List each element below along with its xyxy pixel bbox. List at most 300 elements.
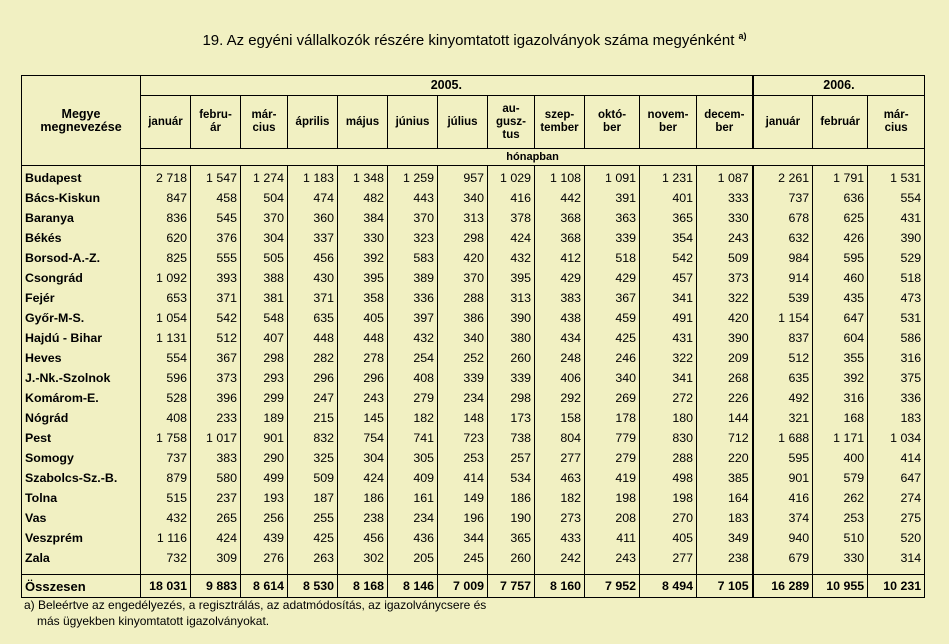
- value-cell: 198: [640, 488, 697, 508]
- value-cell: 1 034: [868, 428, 925, 448]
- value-cell: 825: [141, 248, 191, 268]
- value-cell: 432: [488, 248, 535, 268]
- value-cell: 498: [640, 468, 697, 488]
- value-cell: 384: [338, 208, 388, 228]
- value-cell: 7 757: [488, 575, 535, 598]
- value-cell: 448: [288, 328, 338, 348]
- value-cell: 1 091: [585, 166, 640, 189]
- value-cell: 145: [338, 408, 388, 428]
- month-header-2005-12: decem- ber: [697, 96, 753, 149]
- value-cell: 847: [141, 188, 191, 208]
- value-cell: 292: [535, 388, 585, 408]
- value-cell: 832: [288, 428, 338, 448]
- value-cell: 276: [241, 548, 288, 568]
- value-cell: 636: [813, 188, 868, 208]
- value-cell: 371: [288, 288, 338, 308]
- table-row: [22, 548, 925, 568]
- value-cell: 9 883: [191, 575, 241, 598]
- value-cell: 901: [753, 468, 813, 488]
- value-cell: 8 146: [388, 575, 438, 598]
- value-cell: 409: [388, 468, 438, 488]
- value-cell: 429: [585, 268, 640, 288]
- value-cell: 168: [813, 408, 868, 428]
- value-cell: 1 259: [388, 166, 438, 189]
- value-cell: 243: [338, 388, 388, 408]
- value-cell: 268: [697, 368, 753, 388]
- megye-header: [22, 76, 141, 166]
- value-cell: 1 108: [535, 166, 585, 189]
- value-cell: 2 261: [753, 166, 813, 189]
- value-cell: 275: [868, 508, 925, 528]
- value-cell: 260: [488, 348, 535, 368]
- value-cell: 482: [338, 188, 388, 208]
- value-cell: 391: [585, 188, 640, 208]
- value-cell: 374: [753, 508, 813, 528]
- value-cell: 205: [388, 548, 438, 568]
- value-cell: 380: [488, 328, 535, 348]
- value-cell: 270: [640, 508, 697, 528]
- value-cell: 647: [868, 468, 925, 488]
- county-name: Győr-M-S.: [22, 308, 141, 328]
- value-cell: 182: [535, 488, 585, 508]
- value-cell: 431: [868, 208, 925, 228]
- value-cell: 430: [288, 268, 338, 288]
- value-cell: 737: [753, 188, 813, 208]
- value-cell: 7 009: [438, 575, 488, 598]
- value-cell: 279: [388, 388, 438, 408]
- value-cell: 732: [141, 548, 191, 568]
- value-cell: 360: [288, 208, 338, 228]
- value-cell: 424: [338, 468, 388, 488]
- value-cell: 448: [338, 328, 388, 348]
- value-cell: 737: [141, 448, 191, 468]
- value-cell: 474: [288, 188, 338, 208]
- value-cell: 397: [388, 308, 438, 328]
- value-cell: 1 154: [753, 308, 813, 328]
- county-name: Nógrád: [22, 408, 141, 428]
- value-cell: 632: [753, 228, 813, 248]
- value-cell: 414: [438, 468, 488, 488]
- value-cell: 234: [438, 388, 488, 408]
- value-cell: 505: [241, 248, 288, 268]
- value-cell: 395: [338, 268, 388, 288]
- value-cell: 339: [438, 368, 488, 388]
- value-cell: 554: [141, 348, 191, 368]
- value-cell: 393: [191, 268, 241, 288]
- value-cell: 426: [813, 228, 868, 248]
- value-cell: 492: [753, 388, 813, 408]
- value-cell: 161: [388, 488, 438, 508]
- table-row: [22, 368, 925, 388]
- value-cell: 509: [697, 248, 753, 268]
- value-cell: 554: [868, 188, 925, 208]
- value-cell: 459: [585, 308, 640, 328]
- value-cell: 298: [438, 228, 488, 248]
- value-cell: 313: [488, 288, 535, 308]
- table-row: [22, 208, 925, 228]
- value-cell: 367: [191, 348, 241, 368]
- county-name: Komárom-E.: [22, 388, 141, 408]
- value-cell: 984: [753, 248, 813, 268]
- value-cell: 238: [338, 508, 388, 528]
- value-cell: 586: [868, 328, 925, 348]
- value-cell: 336: [388, 288, 438, 308]
- table-row: [22, 328, 925, 348]
- value-cell: 433: [535, 528, 585, 548]
- value-cell: 243: [585, 548, 640, 568]
- value-cell: 375: [868, 368, 925, 388]
- value-cell: 288: [640, 448, 697, 468]
- value-cell: 678: [753, 208, 813, 228]
- value-cell: 290: [241, 448, 288, 468]
- county-name: Összesen: [22, 575, 141, 598]
- table-row: [22, 348, 925, 368]
- value-cell: 405: [640, 528, 697, 548]
- value-cell: 407: [241, 328, 288, 348]
- value-cell: 804: [535, 428, 585, 448]
- value-cell: 16 289: [753, 575, 813, 598]
- value-cell: 237: [191, 488, 241, 508]
- value-cell: 405: [338, 308, 388, 328]
- value-cell: 340: [438, 328, 488, 348]
- value-cell: 901: [241, 428, 288, 448]
- county-name: J.-Nk.-Szolnok: [22, 368, 141, 388]
- month-header-2005-4: április: [288, 96, 338, 149]
- value-cell: 277: [640, 548, 697, 568]
- value-cell: 330: [338, 228, 388, 248]
- table-row: [22, 268, 925, 288]
- value-cell: 957: [438, 166, 488, 189]
- value-cell: 1 131: [141, 328, 191, 348]
- value-cell: 322: [697, 288, 753, 308]
- value-cell: 392: [813, 368, 868, 388]
- value-cell: 247: [288, 388, 338, 408]
- footnote: [24, 597, 486, 629]
- value-cell: 272: [640, 388, 697, 408]
- value-cell: 401: [640, 188, 697, 208]
- value-cell: 491: [640, 308, 697, 328]
- value-cell: 341: [640, 288, 697, 308]
- value-cell: 395: [488, 268, 535, 288]
- value-cell: 435: [813, 288, 868, 308]
- month-header-2006-1: január: [753, 96, 813, 149]
- value-cell: 1 348: [338, 166, 388, 189]
- county-name: Pest: [22, 428, 141, 448]
- value-cell: 209: [697, 348, 753, 368]
- month-header-2006-3: már- cius: [868, 96, 925, 149]
- value-cell: 253: [813, 508, 868, 528]
- value-cell: 254: [388, 348, 438, 368]
- value-cell: 373: [191, 368, 241, 388]
- megye-header-label: Megye megnevezése: [40, 106, 122, 134]
- value-cell: 340: [585, 368, 640, 388]
- value-cell: 580: [191, 468, 241, 488]
- table-row: [22, 408, 925, 428]
- value-cell: 1 791: [813, 166, 868, 189]
- value-cell: 512: [753, 348, 813, 368]
- value-cell: 234: [388, 508, 438, 528]
- county-name: Szabolcs-Sz.-B.: [22, 468, 141, 488]
- value-cell: 337: [288, 228, 338, 248]
- county-name: Zala: [22, 548, 141, 568]
- value-cell: 336: [868, 388, 925, 408]
- value-cell: 277: [535, 448, 585, 468]
- value-cell: 625: [813, 208, 868, 228]
- value-cell: 196: [438, 508, 488, 528]
- value-cell: 510: [813, 528, 868, 548]
- table-row: [22, 388, 925, 408]
- value-cell: 282: [288, 348, 338, 368]
- value-cell: 830: [640, 428, 697, 448]
- value-cell: 252: [438, 348, 488, 368]
- value-cell: 2 718: [141, 166, 191, 189]
- month-header-2005-7: július: [438, 96, 488, 149]
- value-cell: 1 758: [141, 428, 191, 448]
- table-row: [22, 288, 925, 308]
- value-cell: 443: [388, 188, 438, 208]
- value-cell: 381: [241, 288, 288, 308]
- value-cell: 8 168: [338, 575, 388, 598]
- table-row: [22, 528, 925, 548]
- value-cell: 518: [868, 268, 925, 288]
- unit-header: hónapban: [141, 149, 925, 166]
- value-cell: 316: [813, 388, 868, 408]
- value-cell: 400: [813, 448, 868, 468]
- value-cell: 313: [438, 208, 488, 228]
- value-cell: 10 231: [868, 575, 925, 598]
- value-cell: 579: [813, 468, 868, 488]
- year-2006-header: 2006.: [753, 76, 925, 96]
- value-cell: 339: [488, 368, 535, 388]
- value-cell: 323: [388, 228, 438, 248]
- value-cell: 425: [585, 328, 640, 348]
- value-cell: 273: [535, 508, 585, 528]
- value-cell: 458: [191, 188, 241, 208]
- value-cell: 425: [288, 528, 338, 548]
- value-cell: 424: [488, 228, 535, 248]
- value-cell: 183: [697, 508, 753, 528]
- month-header-2005-11: novem- ber: [640, 96, 697, 149]
- county-name: Tolna: [22, 488, 141, 508]
- value-cell: 504: [241, 188, 288, 208]
- month-header-2005-10: októ- ber: [585, 96, 640, 149]
- value-cell: 1 547: [191, 166, 241, 189]
- value-cell: 274: [868, 488, 925, 508]
- value-cell: 208: [585, 508, 640, 528]
- value-cell: 330: [697, 208, 753, 228]
- value-cell: 316: [868, 348, 925, 368]
- table-row: [22, 308, 925, 328]
- value-cell: 635: [753, 368, 813, 388]
- value-cell: 358: [338, 288, 388, 308]
- value-cell: 679: [753, 548, 813, 568]
- value-cell: 269: [585, 388, 640, 408]
- value-cell: 187: [288, 488, 338, 508]
- value-cell: 186: [488, 488, 535, 508]
- value-cell: 193: [241, 488, 288, 508]
- value-cell: 548: [241, 308, 288, 328]
- table-row: [22, 188, 925, 208]
- value-cell: 309: [191, 548, 241, 568]
- value-cell: 363: [585, 208, 640, 228]
- month-header-2005-6: június: [388, 96, 438, 149]
- value-cell: 392: [338, 248, 388, 268]
- value-cell: 383: [191, 448, 241, 468]
- value-cell: 408: [141, 408, 191, 428]
- county-name: Békés: [22, 228, 141, 248]
- value-cell: 255: [288, 508, 338, 528]
- value-cell: 396: [191, 388, 241, 408]
- value-cell: 260: [488, 548, 535, 568]
- month-header-2005-5: május: [338, 96, 388, 149]
- value-cell: 279: [585, 448, 640, 468]
- table-row: [22, 228, 925, 248]
- value-cell: 325: [288, 448, 338, 468]
- value-cell: 635: [288, 308, 338, 328]
- value-cell: 419: [585, 468, 640, 488]
- value-cell: 512: [191, 328, 241, 348]
- value-cell: 238: [697, 548, 753, 568]
- value-cell: 738: [488, 428, 535, 448]
- county-name: Fejér: [22, 288, 141, 308]
- total-row: [22, 575, 925, 598]
- value-cell: 248: [535, 348, 585, 368]
- value-cell: 246: [585, 348, 640, 368]
- value-cell: 879: [141, 468, 191, 488]
- value-cell: 460: [813, 268, 868, 288]
- value-cell: 712: [697, 428, 753, 448]
- value-cell: 1 183: [288, 166, 338, 189]
- value-cell: 456: [288, 248, 338, 268]
- value-cell: 164: [697, 488, 753, 508]
- value-cell: 604: [813, 328, 868, 348]
- value-cell: 265: [191, 508, 241, 528]
- value-cell: 341: [640, 368, 697, 388]
- table-row: [22, 488, 925, 508]
- value-cell: 595: [813, 248, 868, 268]
- value-cell: 215: [288, 408, 338, 428]
- value-cell: 8 530: [288, 575, 338, 598]
- value-cell: 408: [388, 368, 438, 388]
- value-cell: 542: [640, 248, 697, 268]
- value-cell: 373: [697, 268, 753, 288]
- value-cell: 10 955: [813, 575, 868, 598]
- value-cell: 198: [585, 488, 640, 508]
- title-text: 19. Az egyéni vállalkozók részére kinyomtatott igazolványok száma megyénként: [202, 32, 735, 49]
- value-cell: 520: [868, 528, 925, 548]
- value-cell: 1 116: [141, 528, 191, 548]
- value-cell: 349: [697, 528, 753, 548]
- value-cell: 304: [338, 448, 388, 468]
- table-row: [22, 468, 925, 488]
- value-cell: 256: [241, 508, 288, 528]
- value-cell: 189: [241, 408, 288, 428]
- value-cell: 148: [438, 408, 488, 428]
- value-cell: 321: [753, 408, 813, 428]
- value-cell: 180: [640, 408, 697, 428]
- value-cell: 473: [868, 288, 925, 308]
- value-cell: 242: [535, 548, 585, 568]
- value-cell: 389: [388, 268, 438, 288]
- table-row: [22, 428, 925, 448]
- value-cell: 305: [388, 448, 438, 468]
- county-name: Borsod-A.-Z.: [22, 248, 141, 268]
- data-table: [21, 75, 925, 598]
- value-cell: 7 105: [697, 575, 753, 598]
- value-cell: 542: [191, 308, 241, 328]
- value-cell: 432: [388, 328, 438, 348]
- value-cell: 388: [241, 268, 288, 288]
- value-cell: 354: [640, 228, 697, 248]
- value-cell: 528: [141, 388, 191, 408]
- value-cell: 741: [388, 428, 438, 448]
- value-cell: 330: [813, 548, 868, 568]
- value-cell: 367: [585, 288, 640, 308]
- value-cell: 1 087: [697, 166, 753, 189]
- value-cell: 278: [338, 348, 388, 368]
- value-cell: 257: [488, 448, 535, 468]
- value-cell: 253: [438, 448, 488, 468]
- county-name: Heves: [22, 348, 141, 368]
- value-cell: 534: [488, 468, 535, 488]
- value-cell: 620: [141, 228, 191, 248]
- value-cell: 583: [388, 248, 438, 268]
- value-cell: 296: [338, 368, 388, 388]
- value-cell: 365: [640, 208, 697, 228]
- value-cell: 340: [438, 188, 488, 208]
- table-row: [22, 248, 925, 268]
- value-cell: 296: [288, 368, 338, 388]
- value-cell: 457: [640, 268, 697, 288]
- value-cell: 940: [753, 528, 813, 548]
- value-cell: 406: [535, 368, 585, 388]
- table-row: [22, 508, 925, 528]
- value-cell: 293: [241, 368, 288, 388]
- month-header-2005-1: január: [141, 96, 191, 149]
- value-cell: 653: [141, 288, 191, 308]
- value-cell: 436: [388, 528, 438, 548]
- value-cell: 499: [241, 468, 288, 488]
- value-cell: 233: [191, 408, 241, 428]
- value-cell: 509: [288, 468, 338, 488]
- value-cell: 149: [438, 488, 488, 508]
- value-cell: 1 231: [640, 166, 697, 189]
- value-cell: 439: [241, 528, 288, 548]
- value-cell: 144: [697, 408, 753, 428]
- value-cell: 545: [191, 208, 241, 228]
- value-cell: 333: [697, 188, 753, 208]
- value-cell: 1 531: [868, 166, 925, 189]
- value-cell: 243: [697, 228, 753, 248]
- county-name: Vas: [22, 508, 141, 528]
- value-cell: 515: [141, 488, 191, 508]
- value-cell: 432: [141, 508, 191, 528]
- value-cell: 262: [813, 488, 868, 508]
- county-name: Budapest: [22, 166, 141, 189]
- value-cell: 416: [488, 188, 535, 208]
- value-cell: 302: [338, 548, 388, 568]
- value-cell: 438: [535, 308, 585, 328]
- value-cell: 754: [338, 428, 388, 448]
- value-cell: 442: [535, 188, 585, 208]
- value-cell: 178: [585, 408, 640, 428]
- month-header-2005-3: már- cius: [241, 96, 288, 149]
- value-cell: 390: [697, 328, 753, 348]
- value-cell: 595: [753, 448, 813, 468]
- table-row: [22, 448, 925, 468]
- value-cell: 158: [535, 408, 585, 428]
- value-cell: 298: [241, 348, 288, 368]
